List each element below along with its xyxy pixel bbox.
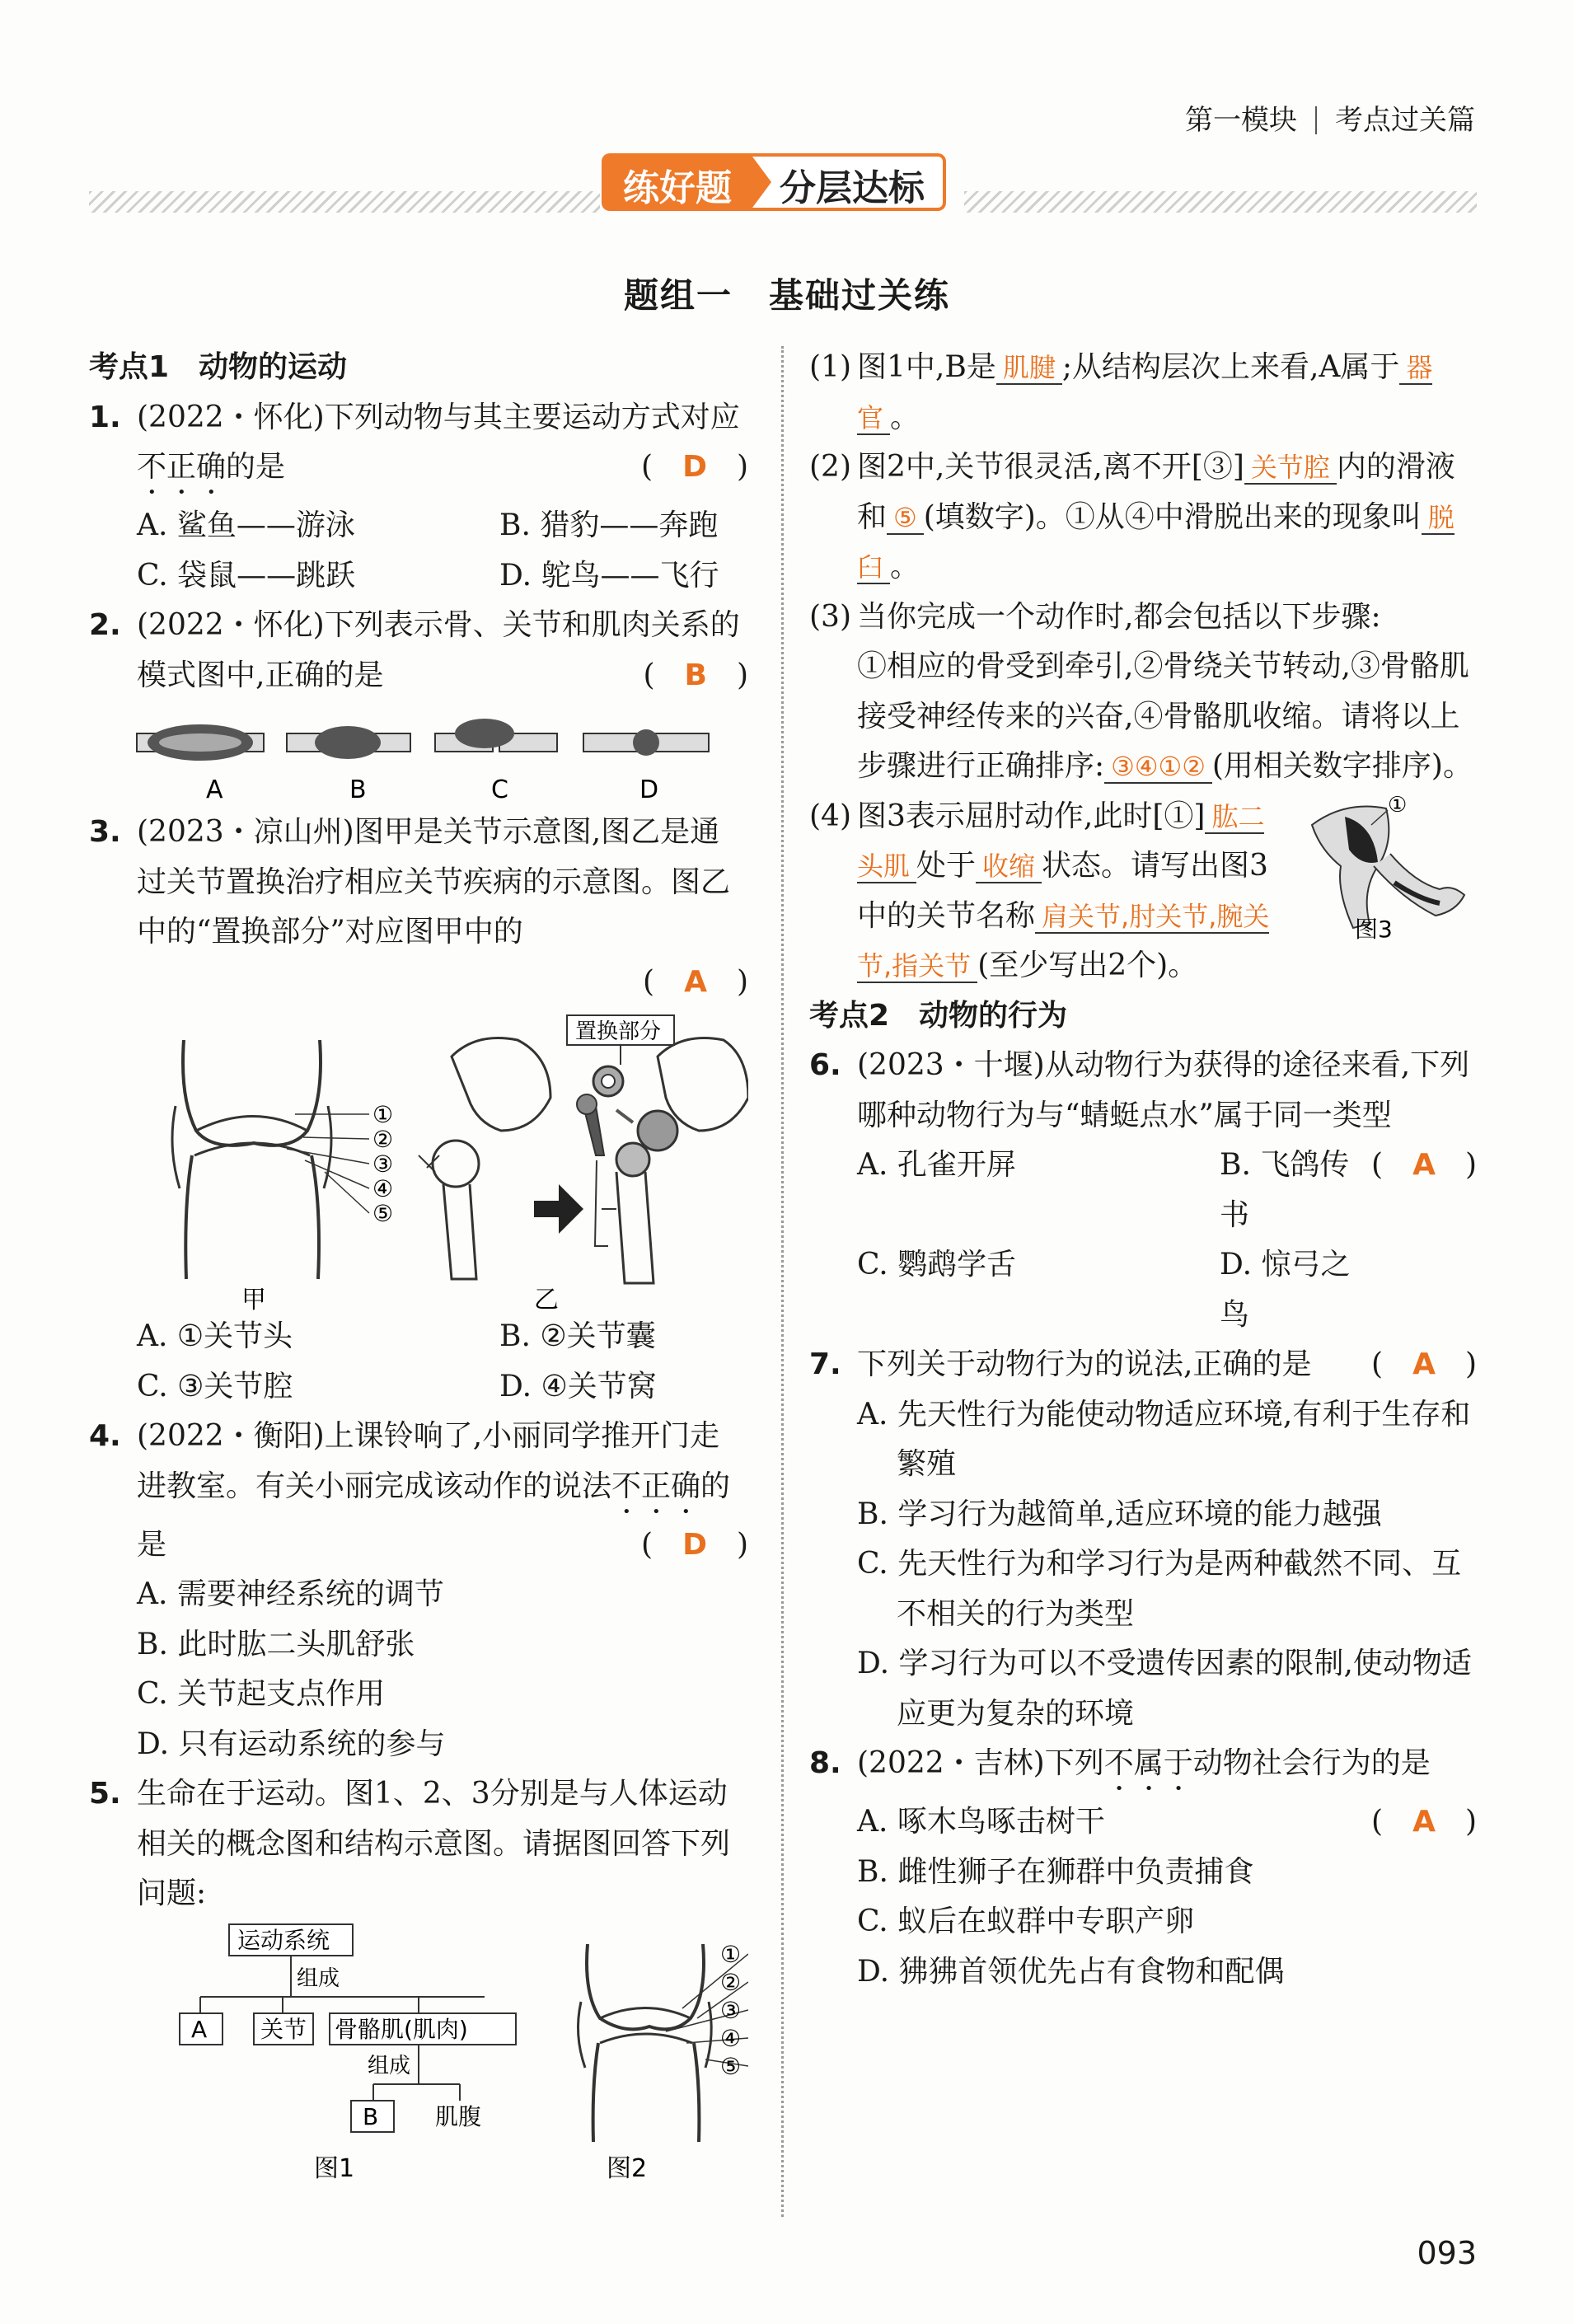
- q3-source: (2023・凉山州): [137, 815, 354, 849]
- q4-answer-bracket: ( D ): [641, 1527, 748, 1562]
- fig1-top: 运动系统: [237, 1926, 330, 1954]
- q3-options: [89, 1312, 748, 1412]
- question-1: [89, 393, 748, 502]
- section-banner: [602, 153, 946, 211]
- banner-left: 练好题: [602, 153, 750, 211]
- q5-p2-fill-3: 脱臼: [857, 501, 1455, 583]
- q1-stem-emph: 不正确: [137, 450, 227, 484]
- q3-mark-1: ①: [372, 1101, 394, 1128]
- q5-p4-d: (至少写出2个)。: [977, 949, 1198, 982]
- fig2-mark-5: ⑤: [720, 2052, 742, 2080]
- q5-p2-b: 内的滑液和: [857, 450, 1455, 534]
- q4-stem-b: 的是: [137, 1469, 731, 1562]
- q5-p2-a: 图2中,关节很灵活,离不开[③]: [857, 450, 1244, 484]
- q6-answer: A: [1412, 1148, 1436, 1182]
- q6-options: [809, 1141, 1371, 1340]
- header-section: 考点过关篇: [1335, 104, 1475, 137]
- q8-number: 8.: [809, 1746, 841, 1780]
- q6-option-d: D. 惊弓之鸟: [1220, 1248, 1351, 1332]
- question-7: [809, 1340, 1477, 1390]
- q6-option-b: B. 飞鸽传书: [1220, 1148, 1350, 1232]
- q4-stem-a: 上课铃响了,小丽同学推开门走进教室。有关小丽完成该动作的说法: [137, 1419, 720, 1503]
- q2-label-a: A: [206, 775, 223, 804]
- q4-option-d: D. 只有运动系统的参与: [137, 1727, 446, 1761]
- q4-option-c: C. 关节起支点作用: [137, 1677, 386, 1711]
- right-column: [809, 343, 1477, 1997]
- q5-part-1: [809, 343, 1477, 443]
- q3-replace-label: 置换部分: [575, 1019, 662, 1044]
- q5-p4-fill-1: 肱二头肌: [857, 800, 1265, 882]
- fig1-muscle: 骨骼肌(肌肉): [335, 2015, 468, 2043]
- hatch-divider-right: [964, 191, 1477, 213]
- q5-part-4: [809, 792, 1477, 991]
- q5-p3-a: 当你完成一个动作时,都会包括以下步骤:: [857, 599, 1381, 634]
- fig1-zucheng-2: 组成: [368, 2053, 411, 2078]
- q5-p1-c: 。: [890, 400, 921, 434]
- q6-source: (2023・十堰): [857, 1048, 1045, 1082]
- q5-p2-c: (填数字)。①从④中滑脱出来的现象叫: [923, 499, 1422, 534]
- q5-p4-fill-3: 肩关节,肘关节,腕关节,指关节: [857, 900, 1270, 982]
- q8-source: (2022・吉林): [857, 1746, 1045, 1780]
- q3-answer-bracket: ( A ): [643, 964, 748, 999]
- q5-figure-2: [578, 1941, 748, 2183]
- q1-answer: D: [682, 450, 707, 484]
- q2-model-diagrams: [89, 700, 748, 808]
- group-title: 题组一 基础过关练: [623, 275, 950, 316]
- q2-label-d: D: [639, 775, 659, 804]
- q5-figures: [89, 1919, 748, 2224]
- q5-p2-d: 。: [890, 550, 921, 583]
- fig2-mark-3: ③: [720, 1996, 742, 2024]
- q3-joint-diagrams: [89, 1007, 748, 1312]
- kp2-heading: 考点2 动物的行为: [809, 998, 1068, 1033]
- q7-option-a: A. 先天性行为能使动物适应环境,有利于生存和繁殖: [857, 1397, 1471, 1481]
- fig1-b: B: [363, 2102, 379, 2130]
- q7-answer: A: [1412, 1347, 1436, 1381]
- q8-option-b: B. 雌性狮子在狮群中负责捕食: [857, 1854, 1254, 1889]
- running-header: [1185, 97, 1475, 138]
- header-module: 第一模块: [1185, 104, 1297, 137]
- q5-figure-1: [180, 1924, 516, 2183]
- q2-answer-bracket: ( B ): [643, 658, 748, 692]
- q1-options: [89, 501, 748, 601]
- q5-p1-a: 图1中,B是: [857, 350, 996, 384]
- q7-option-c: C. 先天性行为和学习行为是两种截然不同、互不相关的行为类型: [857, 1547, 1462, 1631]
- q6-option-a: A. 孔雀开屏: [857, 1148, 1016, 1182]
- q5-stem: 生命在于运动。图1、2、3分别是与人体运动相关的概念图和结构示意图。请据图回答下列问题:: [137, 1777, 731, 1910]
- q3-number: 3.: [89, 815, 121, 849]
- q5-p3-fill-1: ③④①②: [1104, 751, 1212, 784]
- left-column: [89, 343, 748, 2224]
- q8-option-d: D. 狒狒首领优先占有食物和配偶: [857, 1954, 1285, 1989]
- q1-number: 1.: [89, 400, 121, 434]
- page-number: 093: [1417, 2235, 1477, 2271]
- q2-model-c: [435, 719, 557, 752]
- q1-stem-b: 的是: [226, 450, 286, 484]
- q8-answer: A: [1412, 1805, 1436, 1839]
- fig3-caption: 图3: [1355, 915, 1393, 940]
- fig1-a: A: [191, 2015, 208, 2043]
- header-separator: [1315, 106, 1317, 134]
- q5-p4-c: 状态。请写出图3中的关节名称: [857, 849, 1268, 933]
- question-5: [89, 1769, 748, 1919]
- fig1-belly: 肌腹: [435, 2102, 482, 2130]
- q1-option-b: B. 猎豹——奔跑: [499, 508, 719, 542]
- q5-p1-fill-2: 器官: [857, 352, 1433, 433]
- fig3-mark-1: ①: [1388, 792, 1408, 818]
- q3-option-a: A. ①关节头: [137, 1319, 293, 1353]
- q5-p4-number: (4): [809, 799, 851, 833]
- q5-p1-fill-1: 肌腱: [996, 352, 1062, 385]
- q7-option-b: B. 学习行为越简单,适应环境的能力越强: [857, 1497, 1382, 1531]
- q1-answer-bracket: ( D ): [641, 450, 748, 484]
- q6-stem: 从动物行为获得的途径来看,下列哪种动物行为与“蜻蜓点水”属于同一类型: [857, 1048, 1470, 1132]
- q4-option-a: A. 需要神经系统的调节: [137, 1577, 444, 1611]
- hatch-divider-left: [89, 191, 600, 213]
- q2-figure: [89, 700, 748, 808]
- fig1-joint: 关节: [260, 2015, 307, 2043]
- q6-answer-bracket: ( A ): [1371, 1148, 1477, 1182]
- q5-part-3: [809, 593, 1477, 792]
- q1-stem-a: 下列动物与其主要运动方式对应: [324, 400, 740, 434]
- q8-answer-bracket: ( A ): [1371, 1805, 1477, 1839]
- q5-p2-number: (2): [809, 450, 851, 484]
- q3-option-d: D. ④关节窝: [499, 1369, 657, 1403]
- q6-number: 6.: [809, 1048, 841, 1082]
- q3-caption-yi: 乙: [534, 1286, 559, 1312]
- fig2-caption: 图2: [607, 2153, 648, 2183]
- q2-model-a: [137, 724, 264, 761]
- q7-number: 7.: [809, 1347, 841, 1381]
- q5-p4-b: 处于: [916, 849, 977, 883]
- q3-mark-3: ③: [372, 1150, 394, 1178]
- q2-answer: B: [684, 658, 707, 692]
- q3-mark-4: ④: [372, 1175, 394, 1202]
- q1-option-a: A. 鲨鱼——游泳: [137, 508, 355, 542]
- q5-number: 5.: [89, 1777, 121, 1811]
- question-3: [89, 808, 748, 1007]
- q3-mark-5: ⑤: [372, 1200, 394, 1227]
- fig1-zucheng-1: 组成: [297, 1966, 340, 1991]
- q5-p2-fill-1: 关节腔: [1244, 452, 1337, 485]
- q4-stem-emph: 不正确: [611, 1469, 701, 1503]
- q3-figure: [89, 1007, 748, 1312]
- banner-right: 分层达标: [750, 153, 946, 211]
- q1-option-c: C. 袋鼠——跳跃: [137, 558, 356, 593]
- q5-p1-number: (1): [809, 350, 851, 384]
- fig2-mark-4: ④: [720, 2024, 742, 2052]
- q4-answer: D: [682, 1527, 707, 1562]
- q3-figure-yi: [419, 1015, 748, 1312]
- q2-source: (2022・怀化): [137, 608, 325, 642]
- q7-option-d: D. 学习行为可以不受遗传因素的限制,使动物适应更为复杂的环境: [857, 1647, 1472, 1731]
- q4-source: (2022・衡阳): [137, 1419, 325, 1453]
- q5-part-2: [809, 443, 1477, 593]
- q3-figure-jia: [172, 1040, 393, 1312]
- kp1-heading: 考点1 动物的运动: [89, 350, 348, 384]
- question-4: [89, 1412, 748, 1570]
- q5-p1-b: ;从结构层次上来看,A属于: [1061, 350, 1400, 384]
- q4-number: 4.: [89, 1419, 121, 1453]
- q2-stem: 下列表示骨、关节和肌肉关系的模式图中,正确的是: [137, 608, 740, 692]
- q5-p4-fill-2: 收缩: [976, 850, 1042, 883]
- q5-p3-number: (3): [809, 599, 851, 634]
- fig2-mark-1: ①: [720, 1940, 742, 1968]
- q2-model-b: [287, 726, 410, 759]
- q2-number: 2.: [89, 608, 121, 642]
- q3-option-c: C. ③关节腔: [137, 1369, 293, 1403]
- q6-option-c: C. 鹦鹉学舌: [857, 1248, 1017, 1281]
- q7-answer-bracket: ( A ): [1371, 1347, 1477, 1381]
- q8-stem-emph: 不属于: [1103, 1746, 1193, 1780]
- q8-option-c: C. 蚁后在蚁群中专职产卵: [857, 1905, 1195, 1938]
- column-divider: [781, 346, 784, 2217]
- q3-mark-2: ②: [372, 1126, 394, 1153]
- q8-stem-a: 下列: [1044, 1746, 1104, 1780]
- q5-p2-fill-2: ⑤: [887, 502, 924, 535]
- q2-label-b: B: [349, 775, 367, 804]
- q1-source: (2022・怀化): [137, 400, 325, 434]
- fig1-caption: 图1: [314, 2153, 355, 2183]
- fig2-mark-2: ②: [720, 1968, 742, 1996]
- q8-stem-b: 动物社会行为的是: [1192, 1746, 1431, 1780]
- q3-caption-jia: 甲: [241, 1286, 266, 1312]
- question-2: [89, 601, 748, 700]
- q5-p3-c: (用相关数字排序)。: [1211, 749, 1473, 783]
- q2-label-c: C: [491, 775, 508, 804]
- q7-stem: 下列关于动物行为的说法,正确的是: [857, 1347, 1312, 1381]
- q3-answer: A: [684, 964, 707, 999]
- q5-p4-a: 图3表示屈肘动作,此时[①]: [857, 799, 1206, 833]
- q8-option-a: A. 啄木鸟啄击树干: [857, 1805, 1105, 1839]
- q4-option-b: B. 此时肱二头肌舒张: [137, 1627, 415, 1661]
- q5-p3-b: ①相应的骨受到牵引,②骨绕关节转动,③骨骼肌接受神经传来的兴奋,④骨骼肌收缩。请将以上步骤进行正确排序:: [857, 649, 1469, 783]
- q1-option-d: D. 鸵鸟——飞行: [499, 558, 719, 593]
- q5-figure-1-and-2: [89, 1919, 748, 2224]
- q3-stem: 图甲是关节示意图,图乙是通过关节置换治疗相应关节疾病的示意图。图乙中的“置换部分”对应图甲中的: [137, 815, 731, 949]
- q3-option-b: B. ②关节囊: [499, 1319, 656, 1353]
- q5-figure-3: [1295, 792, 1477, 940]
- q2-model-d: [583, 729, 709, 756]
